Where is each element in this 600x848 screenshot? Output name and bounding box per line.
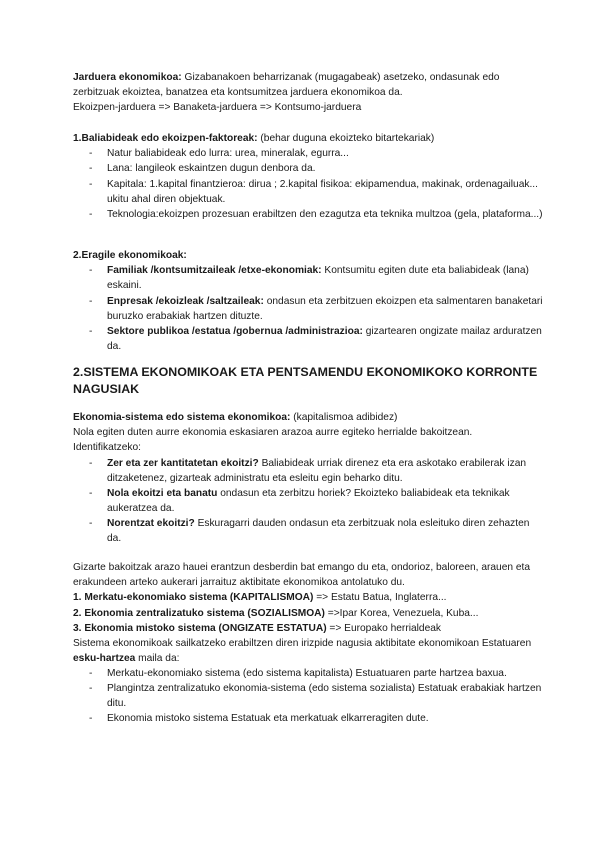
system-term: Ekonomia-sistema edo sistema ekonomikoa: [73, 412, 291, 423]
list-item [73, 456, 543, 486]
section-resources-subtitle: (behar duguna ekoizteko bitartekariak) [257, 133, 435, 144]
question-text: Eskuragarri dauden ondasun eta zerbitzuak nola esleituko diren zehazten da. [107, 517, 530, 544]
question-term: Norentzat ekoitzi? [107, 517, 195, 529]
list-item: - Ekonomia mistoko sistema Estatuak eta merkatuak elkarreragiten dute. [73, 711, 543, 726]
section-society [73, 560, 543, 726]
criteria-before: Sistema ekonomikoak sailkatzeko erabiltzen diren irizpide nagusia aktibitate ekonomikoan Estatuaren [73, 638, 532, 650]
resources-list [73, 146, 543, 222]
agents-list [73, 263, 543, 354]
system-item-term: 3. Ekonomia mistoko sistema (ONGIZATE ESTATUA) [73, 622, 327, 634]
levels-list [73, 666, 543, 726]
system-item-text: => Europako herrialdeak [326, 622, 441, 634]
agent-text: ondasun eta zerbitzuen ekoizpen eta salmentaren banaketari buruzko erabakiak hartzen dituzte. [107, 295, 543, 322]
system-item-term: 1. Merkatu-ekonomiako sistema (KAPITALISMOA) [73, 592, 314, 604]
question-term: Zer eta zer kantitatetan ekoitzi? [107, 457, 259, 469]
list-item: - Kapitala: 1.kapital finantzieroa: dirua ; 2.kapital fisikoa: ekipamendua, makinak, ordenagailuak... ukitu ahal diren objektuak. [73, 177, 543, 207]
society-paragraph: Gizarte bakoitzak arazo hauei erantzun desberdin bat emango du eta, ondorioz, baloreen, arauen eta erakundeen arteko aukerari jarraituz aktibitate ekonomikoa antolatuko du. [73, 562, 531, 589]
section-resources-title-line [73, 131, 543, 146]
activity-chain: Ekoizpen-jarduera => Banaketa-jarduera => Kontsumo-jarduera [73, 102, 362, 114]
questions-list [73, 456, 543, 546]
list-item: - Teknologia:ekoizpen prozesuan erabiltzen den ezagutza eta teknika multzoa (gela, plataforma...) [73, 207, 543, 222]
intro-paragraph [73, 70, 543, 100]
agent-text: gizartearen ongizate mailaz arduratzen da. [107, 326, 542, 353]
list-item: - Lana: langileok eskaintzen dugun denbora da. [73, 161, 543, 176]
section-resources-title: 1.Baliabideak edo ekoizpen-faktoreak: [73, 133, 258, 144]
criteria-paragraph [73, 636, 543, 666]
list-item [73, 486, 543, 516]
section-system [73, 410, 543, 546]
criteria-bold: esku-hartzea [73, 653, 136, 665]
system-item [73, 621, 543, 636]
question-text: Baliabideak urriak direnez eta era askotako erabilerak izan ditzaketenez, gizarteak administratu eta esleitu egin beharko ditu. [107, 457, 527, 484]
system-item [73, 606, 543, 621]
system-item-text: =>Ipar Korea, Venezuela, Kuba... [324, 607, 479, 619]
section-agents [73, 248, 543, 354]
question-term: Nola ekoitzi eta banatu [107, 487, 218, 499]
agent-term: Familiak /kontsumitzaileak /etxe-ekonomiak: [107, 265, 322, 277]
question-text: ondasun eta zerbitzu horiek? Ekoizteko baliabideak eta teknikak aukeratzea da. [107, 487, 510, 514]
intro-term: Jarduera ekonomikoa: [73, 72, 182, 83]
system-item [73, 590, 543, 605]
list-item [73, 294, 543, 324]
list-item: - Plangintza zentralizatuko ekonomia-sistema (edo sistema sozialista) Estatuak erabakiak hartzen ditu. [73, 681, 543, 711]
list-item: - Merkatu-ekonomiako sistema (edo sistema kapitalista) Estuatuaren parte hartzea baxua. [73, 666, 543, 681]
section-resources [73, 131, 543, 222]
agent-term: Enpresak /ekoizleak /saltzaileak: [107, 295, 264, 307]
system-note: (kapitalismoa adibidez) [290, 412, 398, 423]
intro-block [73, 70, 543, 116]
list-item: - Natur baliabideak edo lurra: urea, mineralak, egurra... [73, 146, 543, 161]
intro-definition: Gizabanakoen beharrizanak (mugagabeak) asetzeko, ondasunak edo zerbitzuak ekoiztea, banatzea eta kontsumitzea jarduera ekonomikoa da. [73, 72, 500, 99]
list-item [73, 324, 543, 354]
system-item-text: => Estatu Batua, Inglaterra... [313, 592, 447, 604]
chapter-heading: 2.SISTEMA EKONOMIKOAK ETA PENTSAMENDU EKONOMIKOKO KORRONTE NAGUSIAK [73, 365, 538, 396]
agent-text: Kontsumitu egiten dute eta baliabideak (lana) eskaini. [107, 265, 529, 292]
section-agents-title-text: 2.Eragile ekonomikoak: [73, 250, 187, 261]
list-item [73, 516, 543, 546]
list-item [73, 263, 543, 293]
section-agents-title [73, 248, 543, 263]
system-item-term: 2. Ekonomia zentralizatuko sistema (SOZIALISMOA) [73, 607, 325, 619]
system-definition-line [73, 410, 543, 425]
criteria-after: maila da: [135, 653, 180, 665]
agent-term: Sektore publikoa /estatua /gobernua /administrazioa: [107, 326, 363, 338]
system-body: Nola egiten duten aurre ekonomia eskasiaren arazoa aurre egiteko herrialde bakoitzean. Identifikatzeko: [73, 427, 473, 454]
